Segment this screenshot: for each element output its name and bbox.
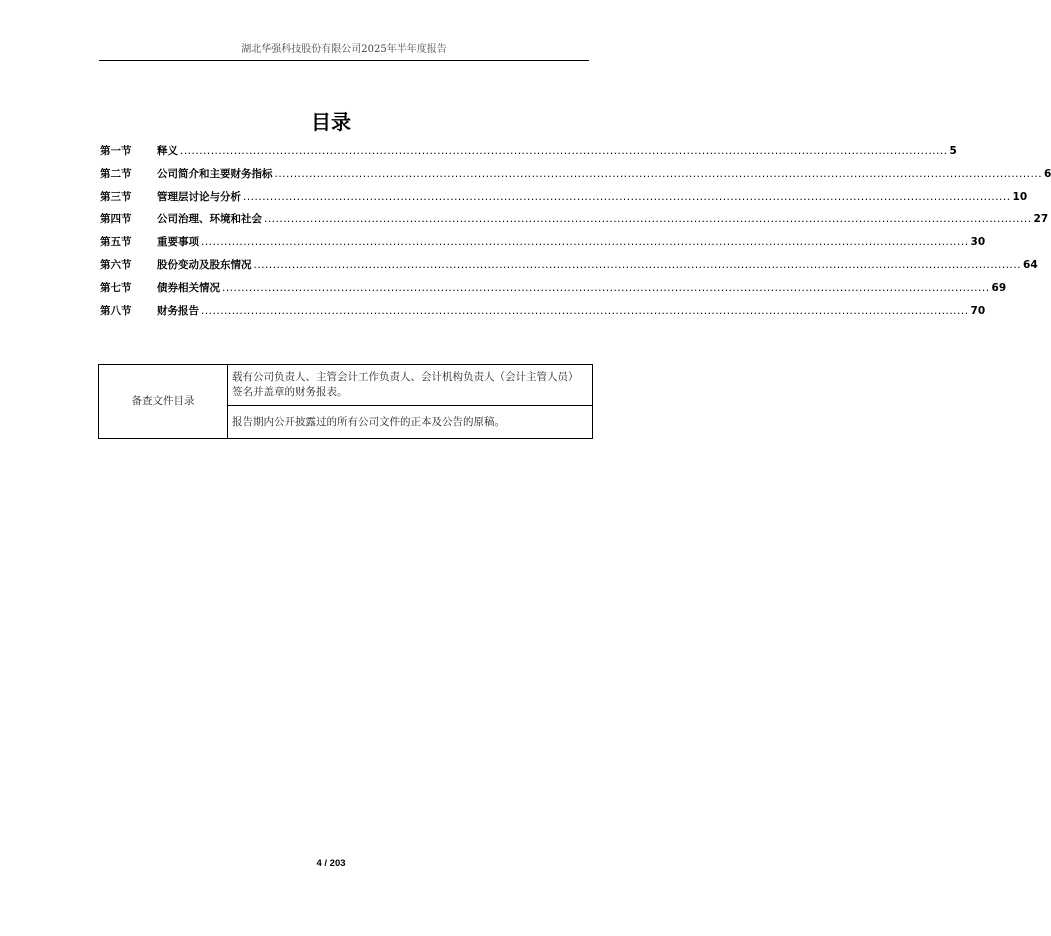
toc-entry-title: 管理层讨论与分析: [157, 190, 241, 203]
toc-leader-dots: ........................................................................................................................................................................................................: [274, 167, 1043, 180]
toc-entry-number: 第二节: [100, 167, 132, 180]
toc-entry-title: 公司简介和主要财务指标: [157, 167, 273, 180]
toc-leader-dots: ........................................................................................................................................................................................................: [222, 281, 990, 294]
toc-entry[interactable]: [100, 257, 1038, 280]
page-number: 4 / 203: [316, 858, 346, 869]
header-rule: [99, 60, 589, 61]
toc-entry[interactable]: [100, 211, 1049, 234]
toc-entry[interactable]: [100, 143, 957, 166]
toc-entry-page: 27: [1033, 213, 1049, 226]
toc-entry-page: 30: [970, 236, 986, 249]
reference-table-label: 备查文件目录: [99, 365, 228, 439]
toc-entry-page: 10: [1012, 190, 1028, 203]
reference-documents-table: [98, 364, 593, 439]
toc-entry-title: 债券相关情况: [157, 281, 220, 294]
toc-entry-number: 第三节: [100, 190, 132, 203]
toc-entry-title: 财务报告: [157, 304, 199, 317]
toc-entry-page: 64: [1023, 258, 1038, 271]
toc-entry-page: 5: [949, 145, 957, 157]
toc-entry-number: 第八节: [100, 304, 132, 317]
toc-entry-page: 69: [991, 281, 1007, 294]
toc-title: 目录: [311, 110, 351, 134]
toc-entry-number: 第七节: [100, 281, 132, 294]
toc-entry-title: 重要事项: [157, 236, 199, 249]
toc-entry-page: 70: [970, 304, 986, 317]
toc-leader-dots: ........................................................................................................................................................................................................: [243, 190, 1011, 203]
toc-entry-title: 股份变动及股东情况: [157, 258, 252, 271]
toc-entry[interactable]: [100, 234, 986, 257]
toc-entry-title: 公司治理、环境和社会: [157, 213, 262, 226]
toc-entry[interactable]: [100, 303, 986, 326]
toc-entry[interactable]: [100, 166, 1051, 189]
toc-entry-number: 第四节: [100, 213, 132, 226]
toc-leader-dots: ........................................................................................................................................................................................................: [264, 213, 1032, 226]
toc-entry[interactable]: [100, 189, 1028, 212]
toc-leader-dots: ........................................................................................................................................................................................................: [201, 304, 969, 317]
toc-entry-number: 第一节: [100, 145, 132, 157]
toc-leader-dots: ........................................................................................................................................................................................................: [201, 236, 969, 249]
toc-leader-dots: ........................................................................................................................................................................................................: [180, 145, 948, 157]
toc-leader-dots: ........................................................................................................................................................................................................: [253, 258, 1022, 271]
toc-entry[interactable]: [100, 280, 1007, 303]
reference-table-item: 报告期内公开披露过的所有公司文件的正本及公告的原稿。: [228, 406, 593, 439]
reference-table-item: 载有公司负责人、主管会计工作负责人、会计机构负责人（会计主管人员）签名并盖章的财务报表。: [228, 365, 593, 406]
toc-entry-number: 第六节: [100, 258, 132, 271]
table-of-contents: [100, 143, 1051, 325]
page-header: 湖北华强科技股份有限公司2025年半年度报告: [241, 44, 447, 55]
toc-entry-title: 释义: [157, 145, 178, 157]
toc-entry-page: 6: [1044, 167, 1051, 180]
toc-entry-number: 第五节: [100, 236, 132, 249]
